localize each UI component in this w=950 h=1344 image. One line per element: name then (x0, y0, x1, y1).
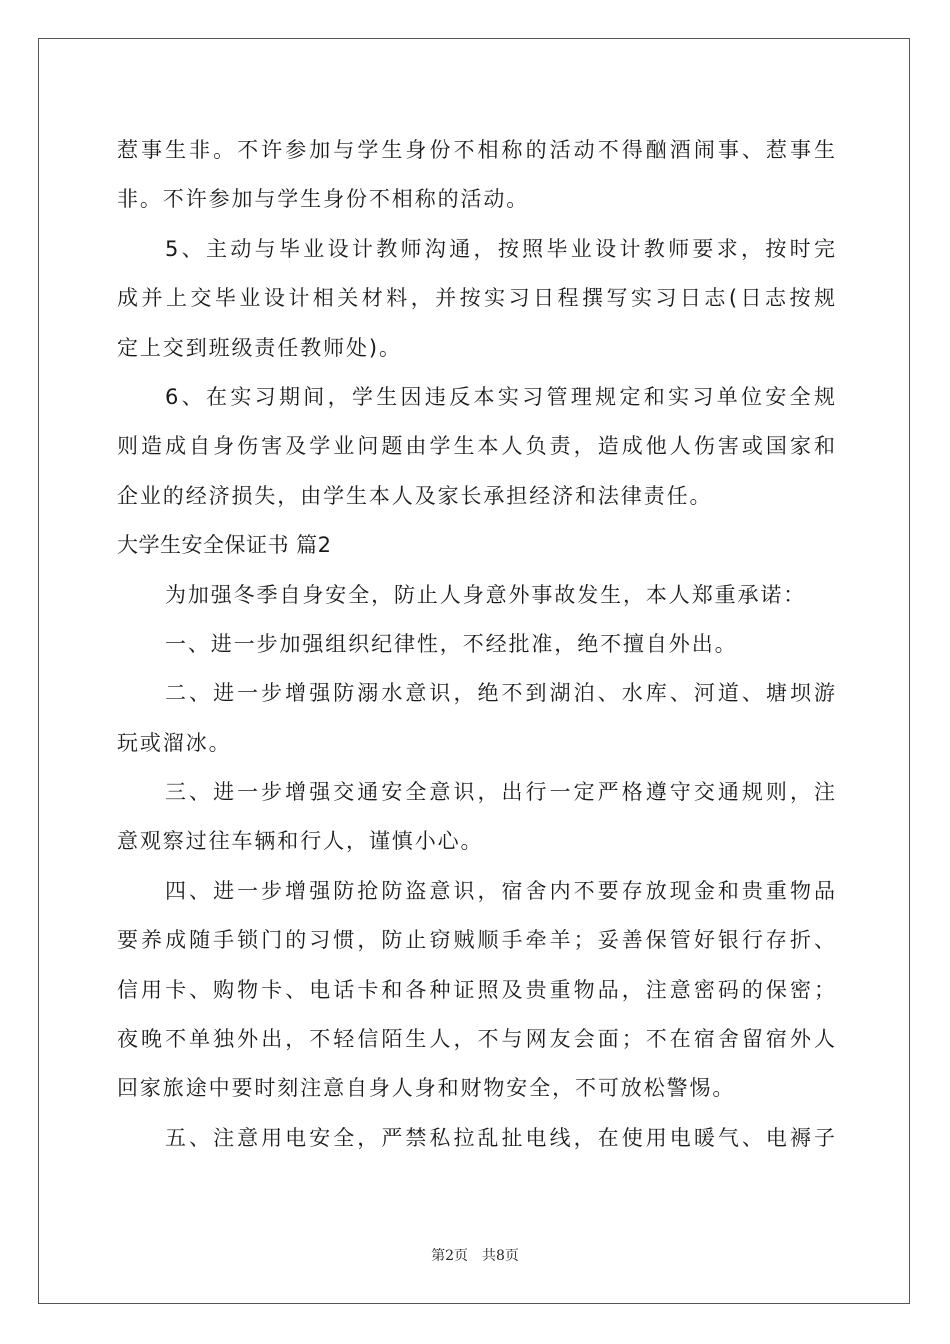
text-line: 信用卡、购物卡、电话卡和各种证照及贵重物品，注意密码的保密； (117, 977, 835, 1002)
intro-line: 为加强冬季自身安全，防止人身意外事故发生，本人郑重承诺： (165, 582, 807, 607)
text-line: 玩或溜冰。 (117, 730, 232, 755)
section-heading: 大学生安全保证书 篇2 (117, 533, 332, 558)
page-number: 第2页 (431, 1248, 468, 1264)
text-line: 回家旅途中要时刻注意自身人身和财物安全，不可放松警惕。 (117, 1076, 736, 1101)
text-line: 非。不许参加与学生身份不相称的活动。 (117, 187, 530, 212)
item-4-line: 四、进一步增强防抢防盗意识，宿舍内不要存放现金和贵重物品 (165, 878, 835, 903)
text-line: 企业的经济损失，由学生本人及家长承担经济和法律责任。 (117, 483, 713, 508)
text-line: 惹事生非。不许参加与学生身份不相称的活动不得酗酒闹事、惹事生 (117, 138, 835, 162)
text-line: 要养成随手锁门的习惯，防止窃贼顺手牵羊；妥善保管好银行存折、 (117, 928, 835, 953)
item-3-line: 三、进一步增强交通安全意识，出行一定严格遵守交通规则，注 (165, 780, 835, 805)
document-body (117, 126, 835, 1163)
item-1-line: 一、进一步加强组织纪律性，不经批准，绝不擅自外出。 (165, 631, 738, 656)
text-line: 定上交到班级责任教师处)。 (117, 335, 402, 360)
paragraph-5-line: 5、主动与毕业设计教师沟通，按照毕业设计教师要求，按时完 (165, 236, 835, 261)
page-total: 共8页 (482, 1248, 519, 1264)
page-footer (0, 1245, 950, 1265)
item-2-line: 二、进一步增强防溺水意识，绝不到湖泊、水库、河道、塘坝游 (165, 681, 835, 706)
text-line: 夜晚不单独外出，不轻信陌生人，不与网友会面；不在宿舍留宿外人 (117, 1027, 835, 1052)
text-line: 成并上交毕业设计相关材料，并按实习日程撰写实习日志(日志按规 (117, 286, 835, 311)
text-line: 则造成自身伤害及学业问题由学生本人负责，造成他人伤害或国家和 (117, 434, 835, 459)
paragraph-6-line: 6、在实习期间，学生因违反本实习管理规定和实习单位安全规 (165, 384, 835, 409)
item-5-line: 五、注意用电安全，严禁私拉乱扯电线，在使用电暖气、电褥子 (165, 1125, 835, 1150)
text-line: 意观察过往车辆和行人，谨慎小心。 (117, 829, 484, 854)
